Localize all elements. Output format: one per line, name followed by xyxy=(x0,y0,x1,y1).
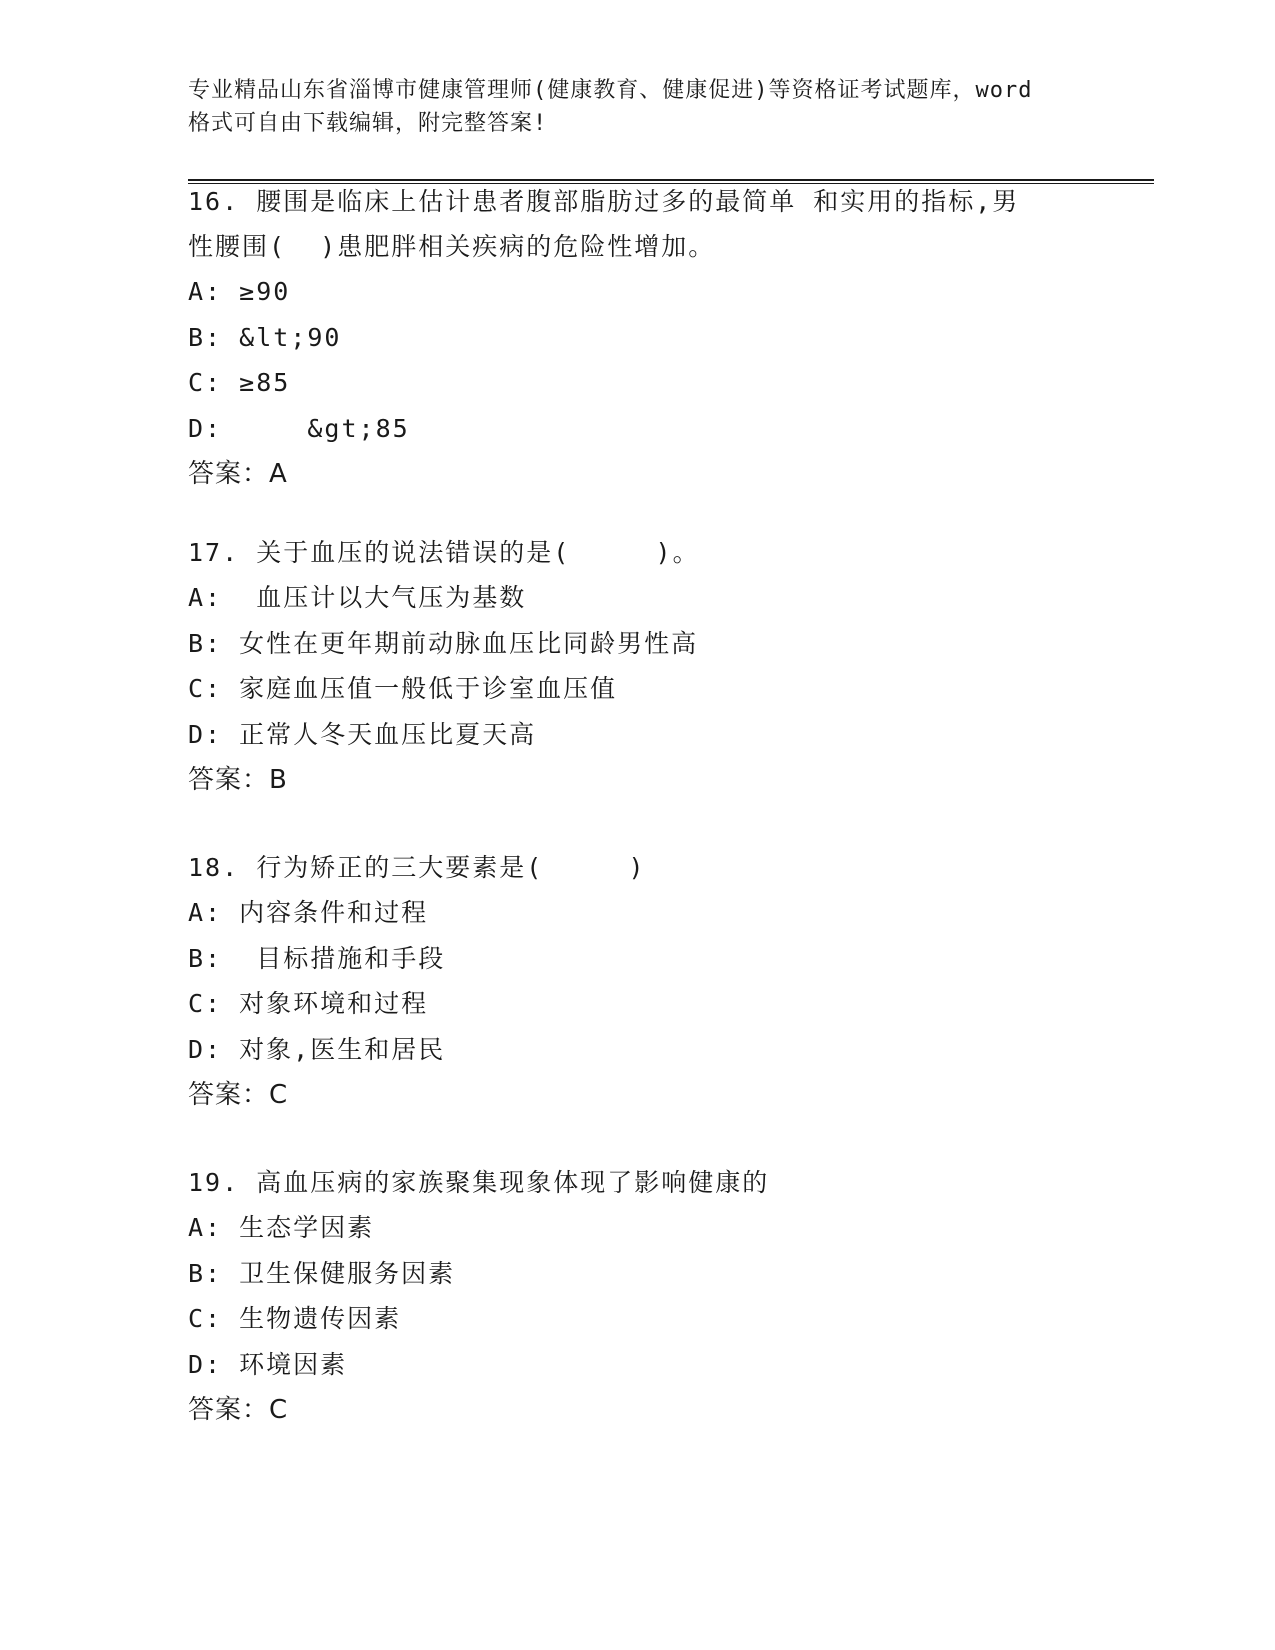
header-line-1: 专业精品山东省淄博市健康管理师(健康教育、健康促进)等资格证考试题库，word xyxy=(188,78,1033,103)
header-line-2: 格式可自由下载编辑，附完整答案! xyxy=(188,111,548,136)
question-16 xyxy=(188,179,1088,497)
option-a: A: 血压计以大气压为基数 xyxy=(188,583,527,612)
document-header xyxy=(188,74,1088,140)
option-b: B: 女性在更年期前动脉血压比同龄男性高 xyxy=(188,628,699,658)
question-17 xyxy=(188,530,1088,803)
option-c: C: ≥85 xyxy=(188,368,291,397)
question-stem-continued: 性腰围( )患肥胖相关疾病的危险性增加。 xyxy=(188,232,716,261)
answer-label: 答案：C xyxy=(188,1395,289,1425)
answer-label: 答案：C xyxy=(188,1080,289,1110)
option-d: D: 环境因素 xyxy=(188,1349,348,1379)
option-a: A: ≥90 xyxy=(188,277,291,306)
option-c: C: 生物遗传因素 xyxy=(188,1304,402,1333)
option-c: C: 家庭血压值一般低于诊室血压值 xyxy=(188,674,618,703)
option-d: D: &gt;85 xyxy=(188,413,410,443)
option-a: A: 生态学因素 xyxy=(188,1213,375,1242)
option-d: D: 对象,医生和居民 xyxy=(188,1034,446,1064)
question-stem: 18. 行为矫正的三大要素是( ) xyxy=(188,853,646,882)
option-b: B: 目标措施和手段 xyxy=(188,943,446,973)
option-b: B: &lt;90 xyxy=(188,322,342,352)
option-d: D: 正常人冬天血压比夏天高 xyxy=(188,719,537,749)
question-stem: 17. 关于血压的说法错误的是( )。 xyxy=(188,538,700,567)
option-c: C: 对象环境和过程 xyxy=(188,989,429,1018)
question-stem: 19. 高血压病的家族聚集现象体现了影响健康的 xyxy=(188,1168,770,1197)
answer-label: 答案：A xyxy=(188,459,288,489)
question-18 xyxy=(188,845,1088,1118)
question-19 xyxy=(188,1160,1088,1433)
option-a: A: 内容条件和过程 xyxy=(188,898,429,927)
answer-label: 答案：B xyxy=(188,765,288,795)
option-b: B: 卫生保健服务因素 xyxy=(188,1258,456,1288)
question-stem: 16. 腰围是临床上估计患者腹部脂肪过多的最简单 和实用的指标,男 xyxy=(188,187,1020,216)
